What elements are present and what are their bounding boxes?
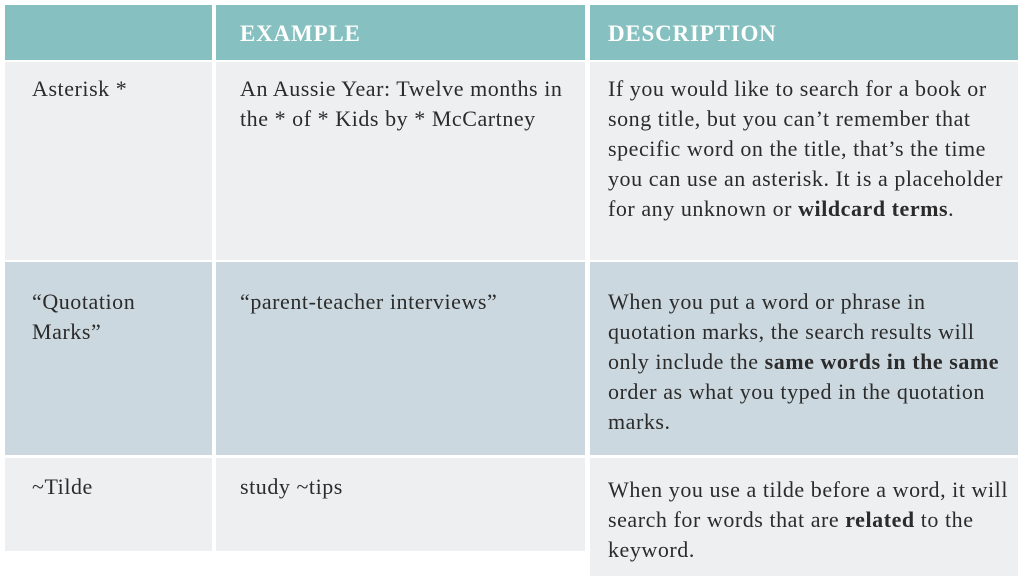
description-bold: related: [845, 507, 915, 532]
description-cell: [590, 458, 1018, 576]
operator-cell: “Quotation Marks”: [5, 262, 212, 455]
operator-cell: Asterisk *: [5, 62, 212, 260]
example-cell: study ~tips: [216, 458, 585, 551]
example-cell: An Aussie Year: Twelve months in the * of * Kids by * McCartney: [216, 62, 585, 260]
header-operator: [5, 5, 212, 60]
header-example: EXAMPLE: [216, 5, 585, 60]
header-description: DESCRIPTION: [590, 5, 1018, 60]
description-text: to the keyword.: [608, 507, 974, 562]
description-text: When you use a tilde before a word, it will search for words that are: [608, 477, 1008, 532]
description-bold: wildcard terms: [798, 196, 949, 221]
description-text: .: [948, 196, 955, 221]
description-text: When you put a word or phrase in quotation marks, the search results will only include the: [608, 289, 975, 374]
example-cell: “parent-teacher interviews”: [216, 262, 585, 455]
description-text: If you would like to search for a book or song title, but you can’t remember that specific word on the title, that’s the time you can use an asterisk. It is a placeholder for any unknown or: [608, 76, 1004, 221]
description-cell: [590, 62, 1018, 260]
description-bold: same words in the same: [764, 349, 1000, 374]
operator-cell: ~Tilde: [5, 458, 212, 551]
description-text: order as what you typed in the quotation marks.: [608, 379, 985, 434]
description-cell: [590, 262, 1018, 455]
